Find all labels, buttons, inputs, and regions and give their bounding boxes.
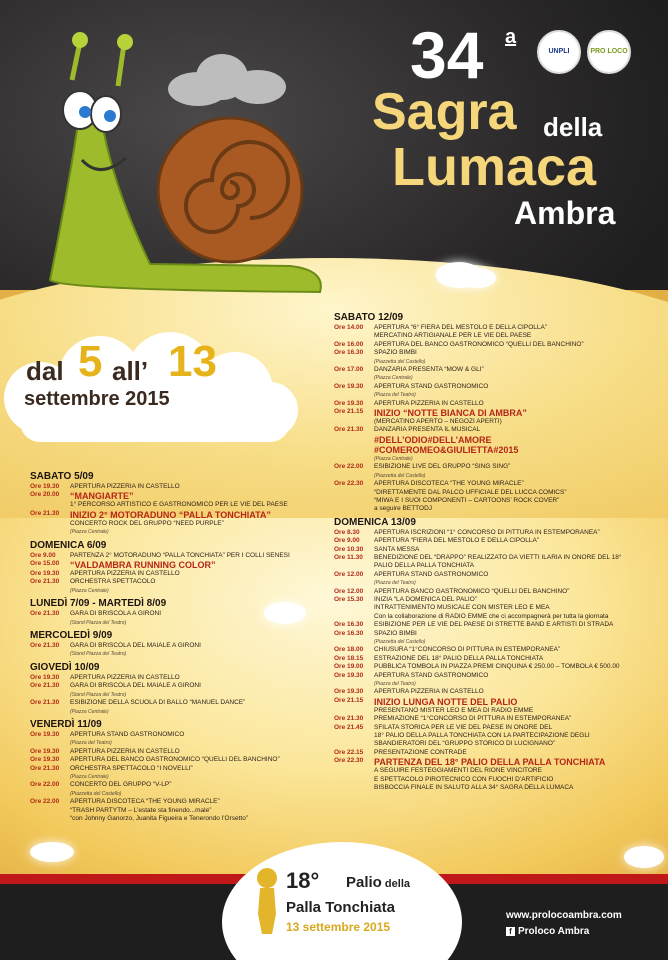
event-text: APERTURA PIZZERIA IN CASTELLO (374, 688, 484, 696)
event-time: Ore 21.30 (334, 715, 364, 723)
event-time: Ore 21.30 (30, 682, 60, 690)
event-row (334, 646, 634, 654)
event-time: Ore 19.30 (334, 399, 364, 407)
event-row (334, 715, 634, 723)
event-time: Ore 21.30 (30, 509, 60, 517)
event-text: APERTURA DISCOTECA “THE YOUNG MIRACLE” (70, 798, 220, 806)
event-time: Ore 9.00 (334, 537, 360, 545)
event-time: Ore 19.30 (30, 747, 60, 755)
event-row (334, 455, 634, 463)
event-time (30, 501, 70, 509)
event-time: Ore 22.00 (30, 781, 60, 789)
edition-number: 34 (410, 18, 484, 92)
palio-word: Palio (346, 874, 382, 891)
event-row (334, 663, 634, 671)
event-text: DANZARIA PRESENTA IL MUSICAL (374, 426, 481, 434)
event-text: (Piazza del Teatro) (374, 580, 416, 587)
event-row (334, 655, 634, 663)
event-text: ESIBIZIONE DELLA SCUOLA DI BALLO “MANUEL DANCE” (70, 699, 246, 707)
event-row (30, 739, 320, 747)
event-text: (Piazza Centrale) (70, 708, 109, 715)
event-time (30, 619, 70, 627)
event-time (30, 739, 70, 747)
event-text: CONCERTO DEL GRUPPO “V-LP” (70, 781, 172, 789)
event-time: Ore 19.30 (30, 730, 60, 738)
event-text: (Stand Piazza del Teatro) (70, 651, 127, 658)
event-text: APERTURA PIZZERIA IN CASTELLO (70, 483, 180, 490)
palio-date: 13 settembre 2015 (286, 920, 391, 934)
event-text: (Piazza del Teatro) (374, 392, 416, 399)
event-text: APERTURA PIZZERIA IN CASTELLO (374, 399, 484, 407)
event-row (334, 505, 634, 513)
event-text: ESIBIZIONE LIVE DEL GRUPPO “SING SING” (374, 463, 511, 471)
event-row (334, 604, 634, 612)
event-text: APERTURA ISCRIZIONI “1° CONCORSO DI PITTURA IN ESTEMPORANEA” (374, 528, 600, 536)
event-row (334, 757, 634, 767)
event-row (30, 570, 320, 578)
event-text: “DIRETTAMENTE DAL PALCO UFFICIALE DEL LUCCA COMICS” (374, 488, 567, 496)
event-text: PARTENZA DEL 18° PALIO DELLA PALLA TONCHIATA (374, 757, 606, 768)
event-text: a seguire BETTODJ (374, 505, 433, 513)
unpli-logo: UNPLI (537, 30, 581, 74)
event-text: #DELL’ODIO#DELL’AMORE (374, 434, 492, 445)
event-row (334, 546, 634, 554)
event-text: PUBBLICA TOMBOLA IN PIAZZA PREMI CINQUINA € 250.00 – TOMBOLA € 500.00 (374, 663, 620, 671)
event-time: Ore 19.30 (30, 570, 60, 578)
event-row (30, 650, 320, 658)
event-text: (Stand Piazza del Teatro) (70, 619, 127, 626)
event-text: INIZIO “NOTTE BIANCA DI AMBRA” (374, 408, 527, 419)
event-text: PREMIAZIONE “1°CONCORSO DI PITTURA IN ESTEMPORANEA” (374, 715, 572, 723)
event-row (30, 748, 320, 756)
event-row (30, 674, 320, 682)
day-heading: SABATO 12/09 (334, 312, 404, 323)
event-text: PRESENTAZIONE CONTRADE (374, 748, 467, 756)
event-time (334, 562, 374, 570)
event-row (334, 383, 634, 391)
event-time (30, 807, 70, 815)
event-time (334, 332, 374, 340)
event-row (30, 756, 320, 764)
event-row (334, 358, 634, 366)
event-time (30, 790, 70, 798)
day-heading: DOMENICA 13/09 (334, 516, 416, 528)
facebook-link[interactable] (506, 926, 589, 937)
event-time: Ore 19.30 (30, 756, 60, 764)
event-time: Ore 21.30 (30, 764, 60, 772)
event-time (334, 604, 374, 612)
event-time: Ore 19.00 (334, 663, 364, 671)
event-text: APERTURA STAND GASTRONOMICO (374, 671, 489, 679)
event-row (334, 374, 634, 382)
event-time: Ore 15.00 (30, 560, 60, 568)
event-text: CONCERTO ROCK DEL GRUPPO “NEED PURPLE” (70, 519, 224, 527)
program-left (30, 471, 320, 823)
day-heading: MERCOLEDÌ 9/09 (30, 630, 113, 642)
event-row (334, 784, 634, 792)
event-text: #COMEROMEO&GIULIETTA#2015 (374, 444, 519, 455)
event-text: Con la collaborazione di RADIO EMME che ci accompagnerà per tutta la giornata (374, 612, 609, 620)
event-row (30, 552, 320, 560)
event-row (334, 435, 634, 445)
event-row (30, 699, 320, 707)
event-text: (Stand Piazza del Teatro) (70, 691, 127, 698)
event-time: Ore 8.30 (334, 528, 360, 536)
event-text: APERTURA PIZZERIA IN CASTELLO (70, 747, 180, 755)
website-link[interactable]: www.prolocoambra.com (506, 910, 622, 921)
event-row (334, 613, 634, 621)
event-time (334, 489, 374, 497)
event-text: PARTENZA 2° MOTORADUNO “PALLA TONCHIATA” PER I COLLI SENESI (70, 551, 290, 559)
title-della: della (543, 112, 603, 142)
palio-della-word: della (384, 878, 410, 890)
event-text: APERTURA PIZZERIA IN CASTELLO (70, 570, 180, 578)
event-time: Ore 21.30 (30, 699, 60, 707)
event-row (30, 773, 320, 781)
event-row (30, 528, 320, 536)
palio-name: Palla Tonchiata (286, 899, 395, 916)
date-dal: dal (26, 356, 64, 386)
event-text: ESIBIZIONE PER LE VIE DEL PAESE DI STRETTE BAND E ARTISTI DI STRADA (374, 621, 614, 629)
event-text: GARA DI BRISCOLA DEL MAIALE A GIRONI (70, 642, 201, 650)
event-text: ORCHESTRA SPETTACOLO (70, 578, 156, 586)
event-time: Ore 19.30 (30, 673, 60, 681)
event-text: (Piazzetta del Castello) (374, 358, 426, 365)
event-text: “TRASH PARTYTM – L’estate sta finendo...male” (70, 806, 212, 814)
event-row (334, 579, 634, 587)
event-time (30, 691, 70, 699)
edition-superscript: a (505, 26, 517, 48)
event-row (30, 798, 320, 806)
event-time (334, 435, 374, 445)
event-text: (MERCATINO APERTO – NEGOZI APERTI) (374, 418, 502, 426)
event-row (30, 587, 320, 595)
event-row (334, 621, 634, 629)
event-time: Ore 16.30 (334, 349, 364, 357)
event-text: “con Johnny Ganorzo, Juanita Figueira e Tenerondo l’Orsetto” (70, 814, 249, 822)
event-row (334, 445, 634, 455)
event-row (30, 491, 320, 501)
event-text: E SPETTACOLO PIROTECNICO CON FUOCHI D’ARTIFICIO (374, 775, 554, 783)
event-time: Ore 20.00 (30, 491, 60, 499)
day-heading: DOMENICA 6/09 (30, 539, 107, 551)
event-text: (Piazza Centrale) (70, 773, 109, 780)
event-text: APERTURA “6° FIERA DEL MESTOLO E DELLA CIPOLLA” (374, 324, 547, 331)
event-row (334, 324, 634, 332)
event-row (334, 480, 634, 488)
event-row (30, 790, 320, 798)
event-row (30, 781, 320, 789)
event-row (30, 682, 320, 690)
event-text: APERTURA STAND GASTRONOMICO (374, 382, 489, 390)
event-time (30, 520, 70, 528)
event-row (334, 740, 634, 748)
event-time (334, 680, 374, 688)
event-time (334, 505, 374, 513)
event-row (334, 724, 634, 732)
event-row (334, 463, 634, 471)
event-row (30, 642, 320, 650)
event-text: INIZIO LUNGA NOTTE DEL PALIO (374, 696, 518, 707)
event-time: Ore 16.30 (334, 621, 364, 629)
event-row (334, 529, 634, 537)
event-row (30, 501, 320, 509)
event-time: Ore 14.00 (334, 324, 364, 331)
event-time: Ore 19.30 (334, 671, 364, 679)
event-time: Ore 22.00 (30, 798, 60, 806)
event-text: (Piazza Centrale) (70, 529, 109, 536)
event-time: Ore 10.30 (334, 545, 364, 553)
event-time: Ore 21.15 (334, 696, 364, 704)
event-time (334, 374, 374, 382)
event-row (334, 688, 634, 696)
event-text: SBANDIERATORI DEL “GRUPPO STORICO DI LUCIGNANO” (374, 740, 556, 748)
event-text: SFILATA STORICA PER LE VIE DEL PAESE IN ONORE DEL (374, 723, 553, 731)
event-row (30, 483, 320, 491)
event-text: MERCATINO ARTIGIANALE PER LE VIE DEL PAESE (374, 332, 532, 340)
event-text: “VALDAMBRA RUNNING COLOR” (70, 560, 216, 571)
program-right (334, 312, 634, 793)
event-time (334, 707, 374, 715)
event-time: Ore 22.30 (334, 480, 364, 488)
event-text: APERTURA STAND GASTRONOMICO (374, 570, 489, 578)
event-text: 1° PERCORSO ARTISTICO E GASTRONOMICO PER LE VIE DEL PAESE (70, 501, 288, 509)
event-text: ESTRAZIONE DEL 18° PALIO DELLA PALLA TONCHIATA (374, 654, 544, 662)
event-time: Ore 21.30 (30, 578, 60, 586)
event-text: (Piazza Centrale) (70, 587, 109, 594)
event-row (334, 767, 634, 775)
event-row (334, 400, 634, 408)
event-time: Ore 18.15 (334, 654, 364, 662)
event-time (334, 740, 374, 748)
event-row (334, 349, 634, 357)
event-row (334, 426, 634, 434)
event-row (30, 765, 320, 773)
event-time (334, 497, 374, 505)
event-text: A SEGUIRE FESTEGGIAMENTI DEL RIONE VINCITORE (374, 767, 542, 775)
event-text: (Piazza del Teatro) (374, 681, 416, 688)
event-text: APERTURA “FIERA DEL MESTOLO E DELLA CIPOLLA” (374, 537, 539, 545)
event-time (30, 708, 70, 716)
event-text: (Piazza Centrale) (374, 455, 413, 462)
event-text: APERTURA DEL BANCO GASTRONOMICO “QUELLI DEL BANCHINO” (70, 756, 280, 764)
event-text: SANTA MESSA (374, 545, 420, 553)
event-row (30, 560, 320, 570)
event-row (30, 731, 320, 739)
day-heading: LUNEDÌ 7/09 - MARTEDÌ 8/09 (30, 598, 167, 610)
event-row (334, 562, 634, 570)
statue-icon (252, 866, 282, 936)
event-time: Ore 21.30 (30, 610, 60, 618)
date-end: 13 (168, 337, 217, 386)
event-time: Ore 18.00 (334, 646, 364, 654)
date-start: 5 (78, 337, 103, 386)
event-time (334, 784, 374, 792)
title-ambra: Ambra (514, 195, 616, 231)
event-time: Ore 17.00 (334, 366, 364, 374)
event-time (30, 587, 70, 595)
event-row (334, 630, 634, 638)
event-time: Ore 11.30 (334, 553, 363, 561)
event-text: SPAZIO BIMBI (374, 349, 417, 357)
event-row (334, 418, 634, 426)
event-time: Ore 15.30 (334, 595, 364, 603)
event-text: BISBOCCIA FINALE IN SALUTO ALLA 34° SAGRA DELLA LUMACA (374, 784, 574, 792)
date-all: all’ (112, 356, 149, 386)
event-row (334, 680, 634, 688)
event-text: INIZIO 2° MOTORADUNO “PALLA TONCHIATA” (70, 509, 271, 520)
event-row (334, 341, 634, 349)
event-time: Ore 22.00 (334, 463, 364, 471)
event-text: APERTURA DEL BANCO GASTRONOMICO “QUELLI DEL BANCHINO” (374, 340, 584, 348)
palio-number: 18° (286, 868, 320, 893)
event-time (30, 528, 70, 536)
proloco-logo: PRO LOCO (587, 30, 631, 74)
white-cloud (460, 268, 496, 288)
event-text: INIZIA “LA DOMENICA DEL PALIO” (374, 595, 477, 603)
event-text: DANZARIA PRESENTA “MOW & GLI” (374, 366, 484, 374)
event-row (334, 489, 634, 497)
event-text: BENEDIZIONE DEL “DRAPPO” REALIZZATO DA VIETTI ILARIA IN ONORE DEL 18° (374, 553, 622, 561)
event-time (334, 445, 374, 455)
event-row (334, 472, 634, 480)
event-text: (Piazzetta del Castello) (374, 639, 426, 645)
event-text: CHIUSURA “1°CONCORSO DI PITTURA IN ESTEMPORANEA” (374, 646, 561, 654)
event-time: Ore 12.00 (334, 570, 364, 578)
event-time: Ore 19.30 (334, 382, 364, 390)
event-time (334, 472, 374, 480)
event-time (334, 418, 374, 426)
snail-illustration (30, 30, 330, 300)
event-text: (Piazzetta del Castello) (374, 472, 426, 479)
event-text: PALIO DELLA PALLA TONCHIATA (374, 562, 475, 570)
event-row (334, 776, 634, 784)
event-time (334, 613, 374, 621)
event-text: “MIWA E I SUOI COMPONENTI – CARTOONS’ ROCK COVER” (374, 496, 560, 504)
event-time: Ore 22.30 (334, 757, 364, 765)
event-time (30, 773, 70, 781)
event-text: PRESENTANO MISTER LEO E MEA DI RADIO EMME (374, 706, 534, 714)
event-row (334, 554, 634, 562)
event-row (334, 749, 634, 757)
event-text: APERTURA PIZZERIA IN CASTELLO (70, 673, 180, 681)
event-time (334, 579, 374, 587)
event-time (334, 732, 374, 740)
day-heading: SABATO 5/09 (30, 471, 94, 482)
event-row (30, 708, 320, 716)
event-time: Ore 21.45 (334, 723, 364, 731)
event-row (334, 588, 634, 596)
event-time: Ore 9.00 (30, 551, 56, 559)
day-heading: VENERDÌ 11/09 (30, 718, 102, 730)
event-row (30, 619, 320, 627)
event-time (334, 767, 374, 775)
event-text: SPAZIO BIMBI (374, 629, 417, 637)
palio-label (346, 874, 410, 891)
event-row (334, 366, 634, 374)
title-sagra: Sagra (372, 83, 517, 141)
event-row (30, 510, 320, 520)
white-cloud (30, 842, 74, 862)
event-time: Ore 16.00 (334, 340, 364, 348)
event-row (30, 578, 320, 586)
event-text: INTRATTENIMENTO MUSICALE CON MISTER LEO E MEA (374, 604, 550, 612)
event-text: APERTURA STAND GASTRONOMICO (70, 730, 185, 738)
event-row (334, 332, 634, 340)
event-row (334, 697, 634, 707)
event-time: Ore 12.00 (334, 587, 364, 595)
event-row (334, 596, 634, 604)
event-text: (Piazza del Teatro) (70, 740, 112, 747)
event-row (30, 815, 320, 823)
event-time: Ore 16.30 (334, 629, 364, 637)
event-time (334, 358, 374, 366)
event-time: Ore 19.30 (334, 688, 364, 696)
event-row (30, 610, 320, 618)
white-cloud (624, 846, 664, 868)
event-row (334, 732, 634, 740)
event-text: APERTURA DISCOTECA “THE YOUNG MIRACLE” (374, 480, 524, 488)
event-time (334, 455, 374, 463)
day-heading: GIOVEDÌ 10/09 (30, 661, 100, 673)
event-row (334, 638, 634, 646)
event-text: “MANGIARTE” (70, 491, 134, 502)
date-month-year: settembre 2015 (24, 388, 170, 410)
event-row (334, 408, 634, 418)
event-row (334, 672, 634, 680)
event-text: (Piazza Centrale) (374, 375, 413, 382)
title-lumaca: Lumaca (392, 137, 597, 197)
event-time: Ore 22.15 (334, 748, 364, 756)
event-row (334, 391, 634, 399)
event-row (30, 520, 320, 528)
event-text: ORCHESTRA SPETTACOLO “I NOVELLI” (70, 764, 193, 772)
event-time (334, 776, 374, 784)
event-text: 18° PALIO DELLA PALLA TONCHIATA CON LA PARTECIPAZIONE DEGLI (374, 732, 590, 740)
event-time (334, 391, 374, 399)
event-row (334, 571, 634, 579)
event-time: Ore 21.30 (30, 642, 60, 650)
facebook-icon: f (506, 927, 515, 936)
event-time (30, 650, 70, 658)
event-row (334, 497, 634, 505)
event-text: GARA DI BRISCOLA A GIRONI (70, 610, 162, 618)
event-text: APERTURA BANCO GASTRONOMICO “QUELLI DEL BANCHINO” (374, 587, 570, 595)
event-text: GARA DI BRISCOLA DEL MAIALE A GIRONI (70, 682, 201, 690)
event-time (30, 815, 70, 823)
event-row (334, 707, 634, 715)
event-time: Ore 21.30 (334, 426, 364, 434)
event-row (30, 807, 320, 815)
event-row (334, 537, 634, 545)
event-row (30, 691, 320, 699)
event-text: (Piazzetta del Castello) (70, 790, 122, 797)
facebook-label: Proloco Ambra (518, 926, 590, 937)
event-time: Ore 19.30 (30, 483, 60, 490)
event-time (334, 638, 374, 646)
event-time: Ore 21.15 (334, 408, 364, 416)
